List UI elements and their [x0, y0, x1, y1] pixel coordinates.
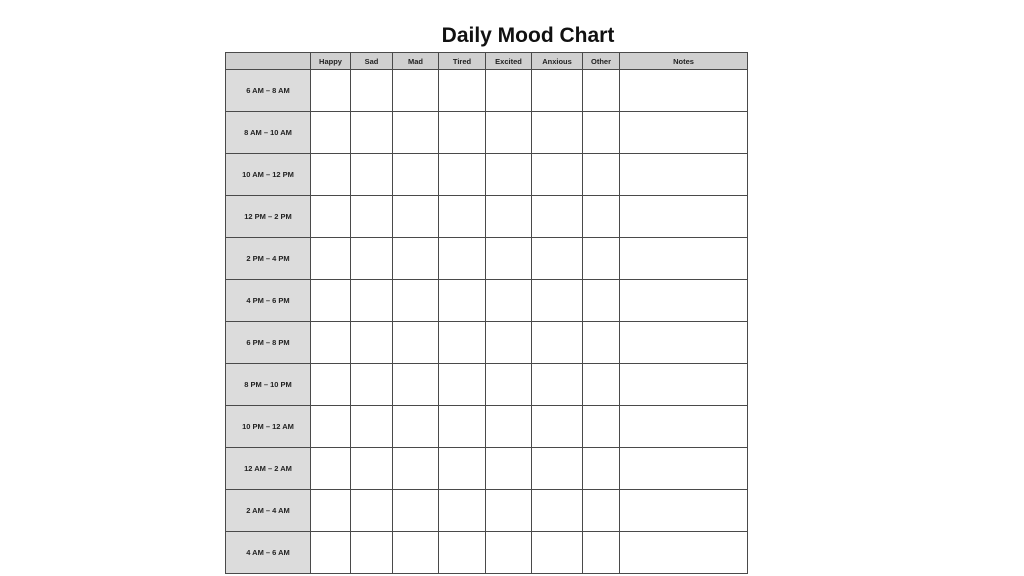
time-slot-label: 2 AM – 4 AM [226, 490, 311, 532]
mood-cell-sad[interactable] [351, 322, 393, 364]
mood-cell-sad[interactable] [351, 238, 393, 280]
mood-cell-happy[interactable] [311, 364, 351, 406]
mood-cell-happy[interactable] [311, 112, 351, 154]
mood-cell-mad[interactable] [393, 406, 439, 448]
time-slot-label: 10 PM – 12 AM [226, 406, 311, 448]
mood-cell-happy[interactable] [311, 448, 351, 490]
mood-cell-happy[interactable] [311, 532, 351, 574]
mood-cell-mad[interactable] [393, 448, 439, 490]
mood-cell-tired[interactable] [439, 196, 486, 238]
mood-cell-tired[interactable] [439, 406, 486, 448]
mood-cell-excited[interactable] [486, 196, 532, 238]
time-slot-label: 6 PM – 8 PM [226, 322, 311, 364]
header-sad: Sad [351, 53, 393, 70]
time-slot-label: 8 PM – 10 PM [226, 364, 311, 406]
notes-cell[interactable] [620, 490, 748, 532]
header-corner [226, 53, 311, 70]
mood-cell-excited[interactable] [486, 448, 532, 490]
mood-cell-mad[interactable] [393, 112, 439, 154]
mood-cell-mad[interactable] [393, 70, 439, 112]
notes-cell[interactable] [620, 70, 748, 112]
mood-cell-excited[interactable] [486, 322, 532, 364]
mood-cell-tired[interactable] [439, 70, 486, 112]
header-other: Other [583, 53, 620, 70]
mood-cell-mad[interactable] [393, 490, 439, 532]
mood-cell-other[interactable] [583, 448, 620, 490]
table-row [226, 238, 748, 280]
mood-cell-other[interactable] [583, 490, 620, 532]
mood-cell-other[interactable] [583, 196, 620, 238]
table-row [226, 364, 748, 406]
mood-cell-other[interactable] [583, 154, 620, 196]
mood-cell-excited[interactable] [486, 364, 532, 406]
mood-cell-anxious[interactable] [532, 322, 583, 364]
notes-cell[interactable] [620, 532, 748, 574]
mood-cell-anxious[interactable] [532, 406, 583, 448]
time-slot-label: 4 AM – 6 AM [226, 532, 311, 574]
mood-cell-sad[interactable] [351, 154, 393, 196]
time-slot-label: 2 PM – 4 PM [226, 238, 311, 280]
mood-cell-mad[interactable] [393, 532, 439, 574]
mood-cell-anxious[interactable] [532, 364, 583, 406]
mood-cell-sad[interactable] [351, 112, 393, 154]
header-row [226, 53, 748, 70]
mood-cell-tired[interactable] [439, 490, 486, 532]
mood-cell-excited[interactable] [486, 406, 532, 448]
mood-cell-sad[interactable] [351, 364, 393, 406]
mood-cell-mad[interactable] [393, 280, 439, 322]
mood-cell-tired[interactable] [439, 154, 486, 196]
mood-cell-anxious[interactable] [532, 490, 583, 532]
table-row [226, 280, 748, 322]
mood-cell-anxious[interactable] [532, 70, 583, 112]
mood-cell-excited[interactable] [486, 154, 532, 196]
notes-cell[interactable] [620, 280, 748, 322]
page-title: Daily Mood Chart [441, 24, 615, 47]
header-happy: Happy [311, 53, 351, 70]
mood-cell-other[interactable] [583, 280, 620, 322]
mood-cell-tired[interactable] [439, 112, 486, 154]
mood-cell-excited[interactable] [486, 490, 532, 532]
header-excited: Excited [486, 53, 532, 70]
mood-cell-excited[interactable] [486, 532, 532, 574]
mood-cell-sad[interactable] [351, 490, 393, 532]
table-row [226, 406, 748, 448]
mood-cell-excited[interactable] [486, 112, 532, 154]
mood-cell-happy[interactable] [311, 196, 351, 238]
mood-cell-other[interactable] [583, 364, 620, 406]
mood-cell-sad[interactable] [351, 70, 393, 112]
mood-chart-table [225, 52, 748, 574]
mood-cell-anxious[interactable] [532, 448, 583, 490]
mood-cell-sad[interactable] [351, 406, 393, 448]
table-row [226, 532, 748, 574]
table-row [226, 322, 748, 364]
time-slot-label: 10 AM – 12 PM [226, 154, 311, 196]
mood-cell-anxious[interactable] [532, 532, 583, 574]
header-anxious: Anxious [532, 53, 583, 70]
mood-cell-mad[interactable] [393, 364, 439, 406]
time-slot-label: 8 AM – 10 AM [226, 112, 311, 154]
mood-cell-mad[interactable] [393, 154, 439, 196]
table-row [226, 448, 748, 490]
time-slot-label: 6 AM – 8 AM [226, 70, 311, 112]
header-mad: Mad [393, 53, 439, 70]
mood-cell-other[interactable] [583, 532, 620, 574]
header-notes: Notes [620, 53, 748, 70]
mood-cell-anxious[interactable] [532, 112, 583, 154]
mood-cell-other[interactable] [583, 112, 620, 154]
mood-cell-happy[interactable] [311, 154, 351, 196]
mood-cell-sad[interactable] [351, 280, 393, 322]
mood-cell-tired[interactable] [439, 532, 486, 574]
mood-cell-anxious[interactable] [532, 154, 583, 196]
notes-cell[interactable] [620, 364, 748, 406]
mood-cell-happy[interactable] [311, 280, 351, 322]
mood-cell-excited[interactable] [486, 238, 532, 280]
time-slot-label: 12 AM – 2 AM [226, 448, 311, 490]
notes-cell[interactable] [620, 154, 748, 196]
mood-cell-tired[interactable] [439, 364, 486, 406]
notes-cell[interactable] [620, 448, 748, 490]
mood-cell-anxious[interactable] [532, 280, 583, 322]
mood-cell-excited[interactable] [486, 70, 532, 112]
mood-cell-happy[interactable] [311, 70, 351, 112]
mood-cell-sad[interactable] [351, 532, 393, 574]
mood-cell-other[interactable] [583, 238, 620, 280]
time-slot-label: 4 PM – 6 PM [226, 280, 311, 322]
mood-cell-anxious[interactable] [532, 196, 583, 238]
notes-cell[interactable] [620, 322, 748, 364]
notes-cell[interactable] [620, 196, 748, 238]
mood-cell-other[interactable] [583, 322, 620, 364]
table-row [226, 70, 748, 112]
table-row [226, 154, 748, 196]
table-row [226, 196, 748, 238]
mood-cell-happy[interactable] [311, 406, 351, 448]
mood-cell-tired[interactable] [439, 280, 486, 322]
mood-cell-tired[interactable] [439, 322, 486, 364]
time-slot-label: 12 PM – 2 PM [226, 196, 311, 238]
mood-cell-excited[interactable] [486, 280, 532, 322]
mood-chart-body [226, 70, 748, 574]
mood-cell-happy[interactable] [311, 238, 351, 280]
mood-cell-other[interactable] [583, 70, 620, 112]
table-row [226, 112, 748, 154]
notes-cell[interactable] [620, 238, 748, 280]
notes-cell[interactable] [620, 112, 748, 154]
mood-cell-sad[interactable] [351, 448, 393, 490]
mood-cell-mad[interactable] [393, 238, 439, 280]
mood-cell-tired[interactable] [439, 448, 486, 490]
mood-cell-happy[interactable] [311, 490, 351, 532]
mood-cell-anxious[interactable] [532, 238, 583, 280]
mood-cell-tired[interactable] [439, 238, 486, 280]
mood-cell-other[interactable] [583, 406, 620, 448]
header-tired: Tired [439, 53, 486, 70]
notes-cell[interactable] [620, 406, 748, 448]
table-row [226, 490, 748, 532]
mood-cell-sad[interactable] [351, 196, 393, 238]
mood-cell-mad[interactable] [393, 196, 439, 238]
mood-cell-happy[interactable] [311, 322, 351, 364]
mood-cell-mad[interactable] [393, 322, 439, 364]
